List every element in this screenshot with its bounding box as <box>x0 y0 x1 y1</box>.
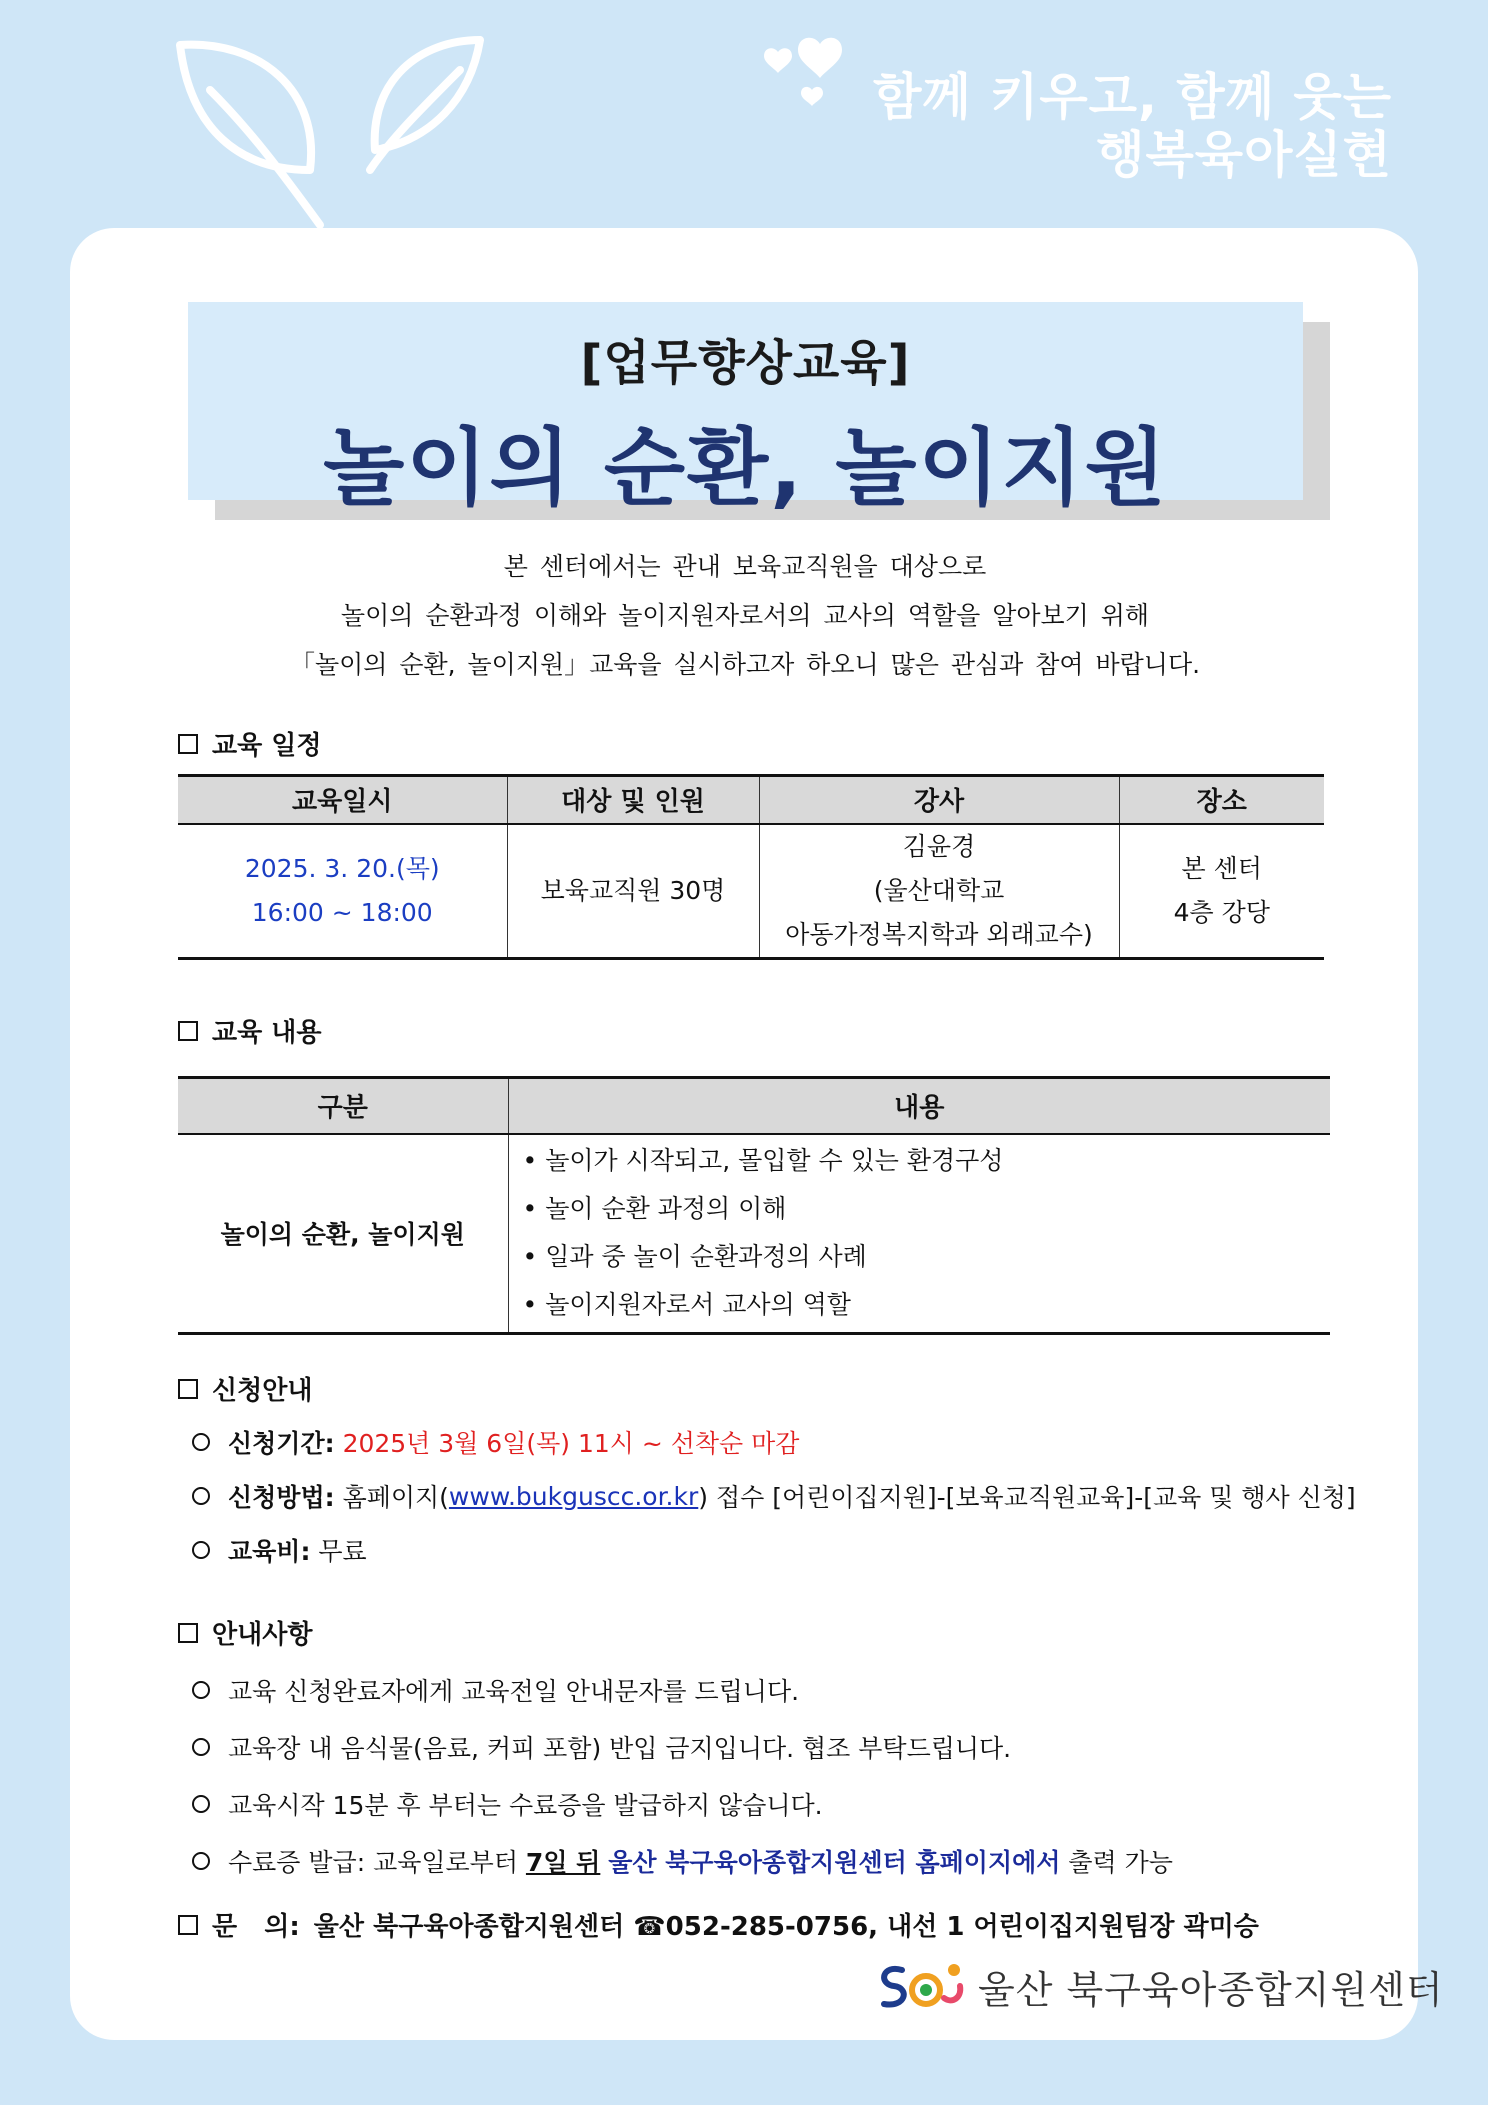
schedule-time: 16:00 ~ 18:00 <box>251 897 433 927</box>
circle-bullet-icon <box>192 1487 210 1505</box>
slogan-line-1: 함께 키우고, 함께 웃는 <box>873 68 1392 126</box>
cert-pre: 수료증 발급: 교육일로부터 <box>228 1848 526 1877</box>
title-box <box>188 302 1303 517</box>
inquiry-value: 울산 북구육아종합지원센터 ☎052-285-0756, 내선 1 어린이집지원팀장 곽미승 <box>313 1912 1259 1942</box>
notice-certificate-row <box>192 1843 1173 1879</box>
apply-period-row <box>192 1424 799 1460</box>
schedule-datetime-cell <box>178 824 507 959</box>
apply-fee-value: 무료 <box>318 1537 367 1566</box>
hearts-decoration-icon <box>760 32 860 112</box>
intro-line-3: 「놀이의 순환, 놀이지원」교육을 실시하고자 하오니 많은 관심과 참여 바랍니다. <box>289 650 1201 679</box>
content-table <box>178 1076 1330 1335</box>
schedule-instructor-cell <box>759 824 1119 959</box>
apply-method-pre: 홈페이지( <box>342 1483 449 1512</box>
apply-period-value: 2025년 3월 6일(목) 11시 ~ 선착순 마감 <box>342 1429 800 1458</box>
homepage-link[interactable]: www.bukguscc.or.kr <box>448 1481 699 1511</box>
checkbox-square-icon <box>178 1915 198 1935</box>
list-item-text: 일과 중 놀이 순환과정의 사례 <box>545 1242 867 1272</box>
list-item-text: 놀이지원자로서 교사의 역할 <box>545 1290 851 1320</box>
slogan-line-2: 행복육아실현 <box>1096 126 1392 184</box>
circle-bullet-icon <box>192 1433 210 1451</box>
notice-item-text: 교육시작 15분 후 부터는 수료증을 발급하지 않습니다. <box>228 1791 823 1820</box>
list-item-text: 놀이가 시작되고, 몰입할 수 있는 환경구성 <box>545 1146 1004 1176</box>
content-heading-text: 교육 내용 <box>212 1018 322 1048</box>
notice-heading <box>178 1614 312 1651</box>
table-row <box>178 824 1324 959</box>
schedule-header-target: 대상 및 인원 <box>507 776 759 824</box>
intro-line-1: 본 센터에서는 관내 보육교직원을 대상으로 <box>503 552 987 581</box>
apply-method-row <box>192 1478 1356 1514</box>
instructor-name: 김윤경 <box>902 831 976 861</box>
schedule-place-cell <box>1119 824 1324 959</box>
schedule-header-instructor: 강사 <box>759 776 1119 824</box>
list-item: • 일과 중 놀이 순환과정의 사례 <box>522 1242 867 1272</box>
list-item: • 놀이지원자로서 교사의 역할 <box>522 1290 851 1320</box>
list-item-text: 놀이 순환 과정의 이해 <box>545 1194 787 1224</box>
schedule-target-cell: 보육교직원 30명 <box>507 824 759 959</box>
circle-bullet-icon <box>192 1738 210 1756</box>
cert-days: 7일 뒤 <box>525 1848 601 1877</box>
apply-method-post: ) 접수 [어린이집지원]-[보육교직원교육]-[교육 및 행사 신청] <box>698 1483 1356 1512</box>
notice-item <box>192 1729 1011 1765</box>
schedule-table <box>178 774 1324 960</box>
content-header-category: 구분 <box>178 1078 508 1134</box>
schedule-header-datetime: 교육일시 <box>178 776 507 824</box>
organization-name: 울산 북구육아종합지원센터 <box>978 1967 1444 2012</box>
slogan <box>873 68 1392 184</box>
notice-item-text: 교육장 내 음식물(음료, 커피 포함) 반입 금지입니다. 협조 부탁드립니다. <box>228 1734 1012 1763</box>
inquiry-label: 문 의: <box>212 1912 300 1942</box>
apply-fee-label: 교육비: <box>228 1537 311 1566</box>
schedule-header-place: 장소 <box>1119 776 1324 824</box>
logo-mark-icon <box>872 1958 968 2014</box>
schedule-date: 2025. 3. 20.(목) <box>244 853 440 883</box>
schedule-heading-text: 교육 일정 <box>212 731 322 761</box>
content-header-details: 내용 <box>508 1078 1330 1134</box>
place-line-1: 본 센터 <box>1181 853 1262 883</box>
leaf-decoration-icon <box>170 20 500 230</box>
list-item: • 놀이가 시작되고, 몰입할 수 있는 환경구성 <box>522 1146 1004 1176</box>
apply-period-label: 신청기간: <box>228 1429 335 1458</box>
organization-logo <box>872 1958 1444 2014</box>
cert-site: 울산 북구육아종합지원센터 홈페이지에서 <box>608 1848 1061 1877</box>
page-title: 놀이의 순환, 놀이지원 <box>323 419 1168 517</box>
circle-bullet-icon <box>192 1852 210 1870</box>
checkbox-square-icon <box>178 734 198 754</box>
checkbox-square-icon <box>178 1021 198 1041</box>
apply-fee-row <box>192 1532 367 1568</box>
schedule-heading <box>178 725 322 762</box>
place-line-2: 4층 강당 <box>1173 897 1270 927</box>
notice-heading-text: 안내사항 <box>212 1620 313 1650</box>
instructor-affiliation-2: 아동가정복지학과 외래교수) <box>785 919 1093 949</box>
apply-heading-text: 신청안내 <box>212 1376 313 1406</box>
notice-item <box>192 1672 799 1708</box>
intro-paragraph <box>170 542 1320 689</box>
title-subheading: [업무향상교육] <box>580 335 911 391</box>
circle-bullet-icon <box>192 1541 210 1559</box>
cert-post: 출력 가능 <box>1060 1848 1173 1877</box>
apply-heading <box>178 1370 312 1407</box>
schedule-header-row <box>178 776 1324 824</box>
table-row <box>178 1134 1330 1334</box>
notice-item <box>192 1786 823 1822</box>
content-list-cell <box>508 1134 1330 1334</box>
circle-bullet-icon <box>192 1681 210 1699</box>
content-category-cell: 놀이의 순환, 놀이지원 <box>220 1220 465 1250</box>
intro-line-2: 놀이의 순환과정 이해와 놀이지원자로서의 교사의 역할을 알아보기 위해 <box>340 601 1150 630</box>
checkbox-square-icon <box>178 1623 198 1643</box>
notice-item-text: 교육 신청완료자에게 교육전일 안내문자를 드립니다. <box>228 1677 800 1706</box>
content-heading <box>178 1012 322 1049</box>
checkbox-square-icon <box>178 1379 198 1399</box>
instructor-affiliation-1: (울산대학교 <box>873 875 1005 905</box>
apply-method-label: 신청방법: <box>228 1483 335 1512</box>
content-header-row <box>178 1078 1330 1134</box>
list-item: • 놀이 순환 과정의 이해 <box>522 1194 787 1224</box>
circle-bullet-icon <box>192 1795 210 1813</box>
inquiry-row <box>178 1906 1259 1943</box>
